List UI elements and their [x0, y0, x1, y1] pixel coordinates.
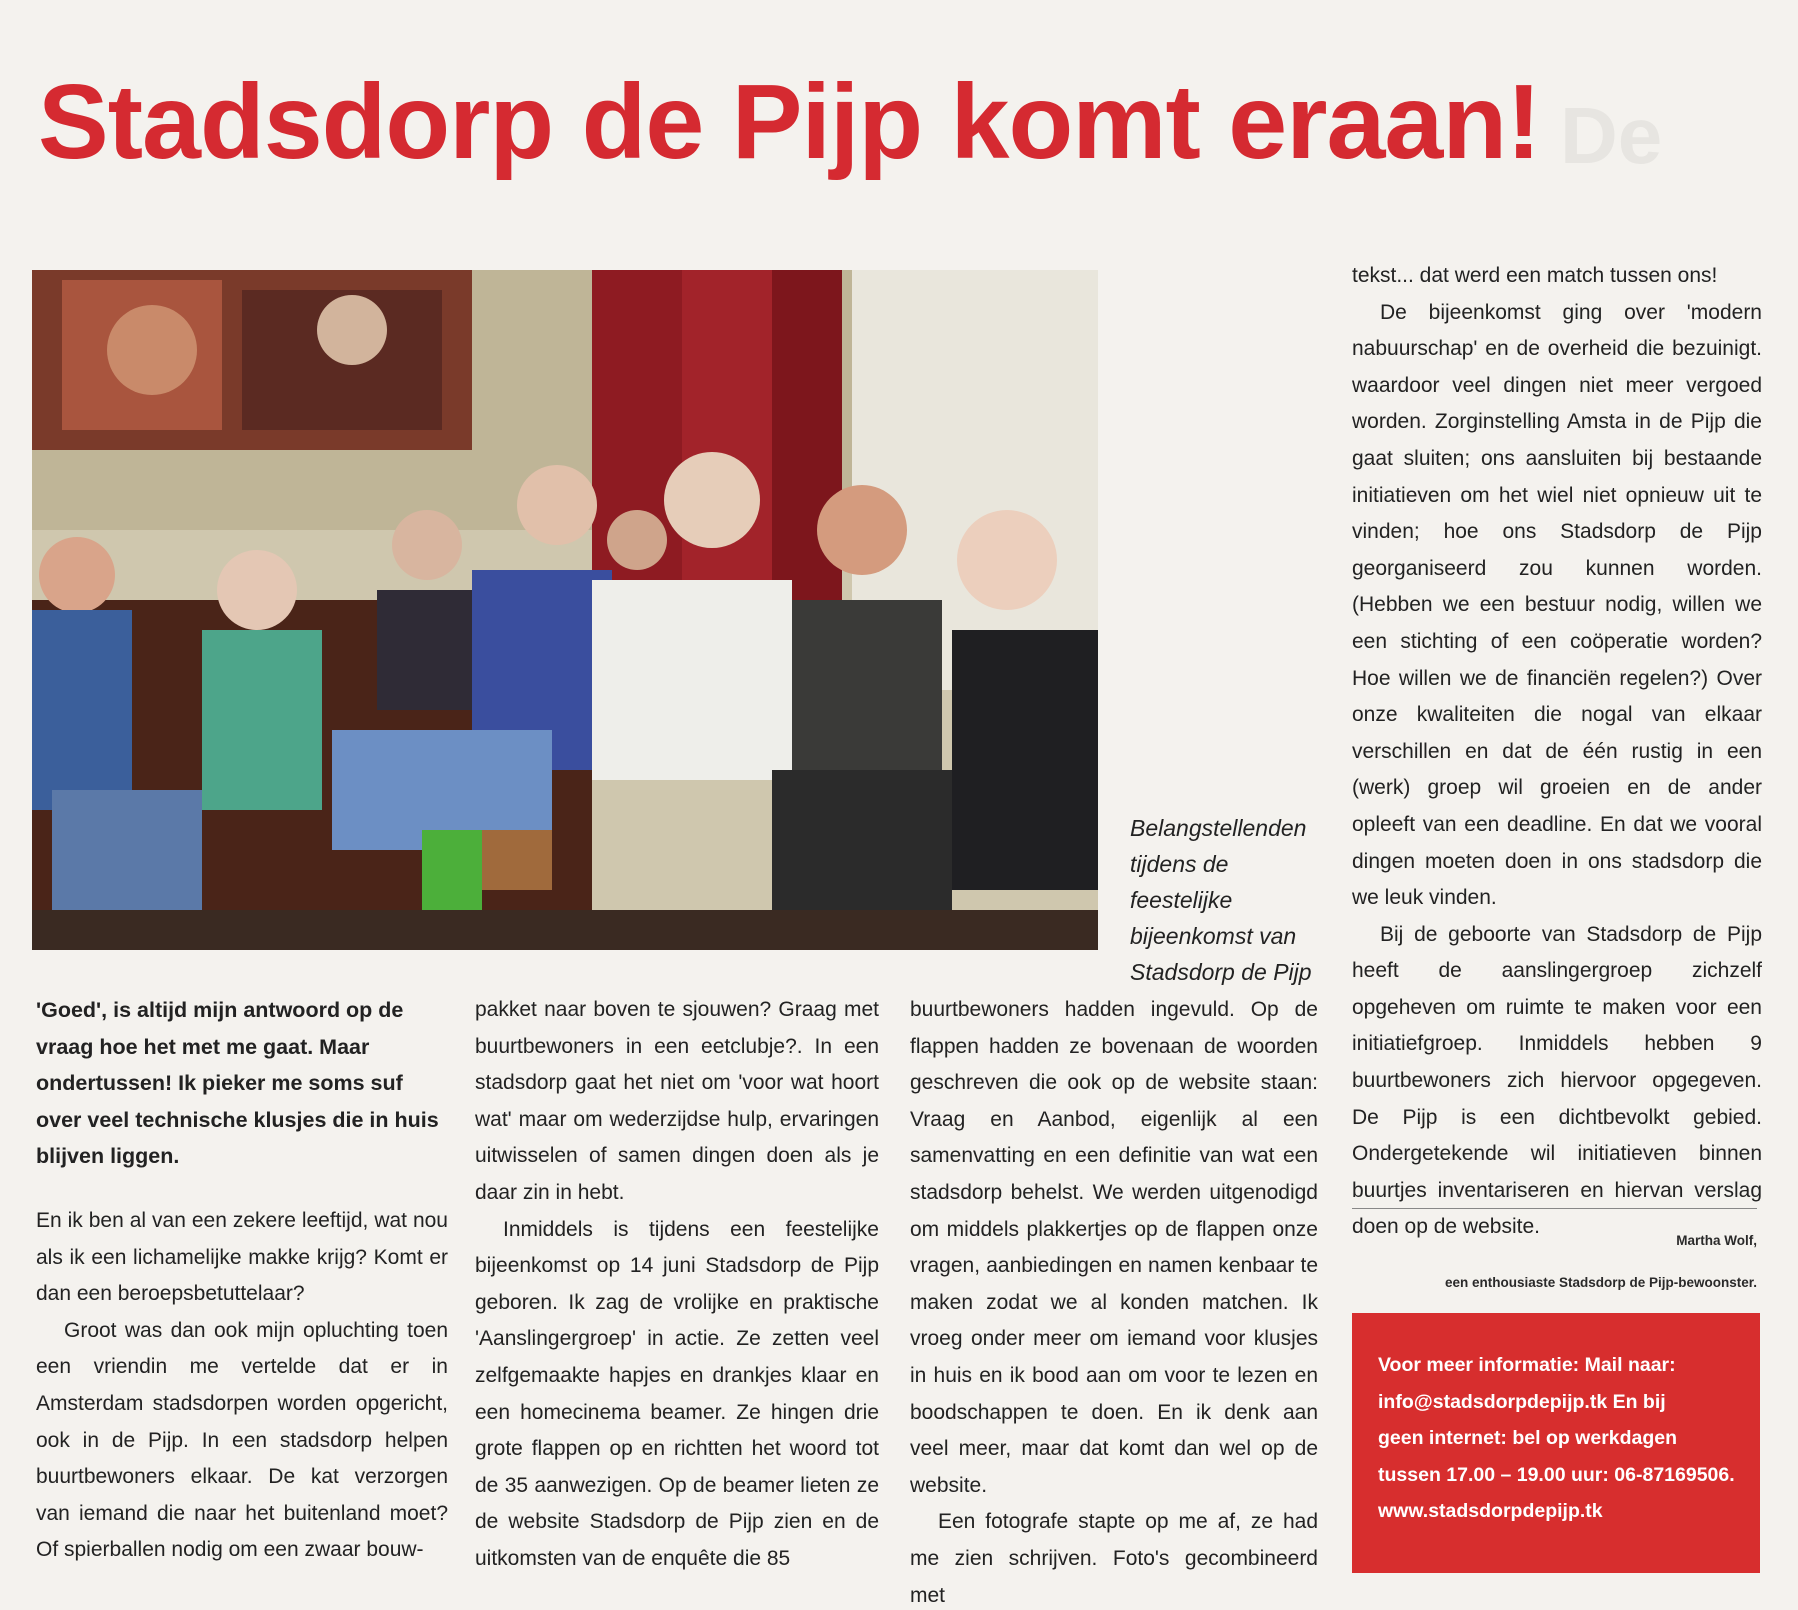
paragraph: buurtbewoners hadden ingevuld. Op de flappen hadden ze bovenaan de woorden geschreven die ook op de website staan: Vraag en Aanbod, eigenlijk al een samenvatting en een definitie van wat een stadsdorp behelst. We werden uitgenodigd om middels plakkertjes op de flappen onze vragen, aanbiedingen en namen kenbaar te maken zodat we al konden matchen. Ik vroeg onder meer om iemand voor klusjes in huis en ik bood aan om voor te lezen en boodschappen te doen. En ik denk aan veel meer, maar dat komt dan wel op de website.	[910, 998, 1318, 1497]
paragraph: tekst... dat werd een match tussen ons!	[1352, 264, 1718, 287]
paragraph: Groot was dan ook mijn opluchting toen een vriendin me vertelde dat er in Amsterdam stadsdorpen worden opgericht, ook in de Pijp. In een stadsdorp helpen buurtbewoners elkaar. De kat verzorgen van iemand die naar het buitenland moet? Of spierballen nodig om een zwaar bouw-	[36, 1318, 448, 1562]
author-role: een enthousiaste Stadsdorp de Pijp-bewoonster.	[1444, 1275, 1757, 1290]
paragraph: En ik ben al van een zekere leeftijd, wat nou als ik een lichamelijke makke krijg? Komt er dan een beroepsbetuttelaar?	[36, 1208, 448, 1306]
article-column-2	[475, 992, 879, 1578]
caption-line: bijeenkomst van	[1130, 923, 1297, 949]
article-lead: 'Goed', is altijd mijn antwoord op de vraag hoe het met me gaat. Maar ondertussen! Ik pieker me soms suf over veel technische klusjes die in huis blijven liggen.	[36, 998, 439, 1169]
info-website-link[interactable]: www.stadsdorpdepijp.tk	[1378, 1500, 1603, 1522]
article-column-4	[1352, 258, 1762, 1246]
paragraph: Bij de geboorte van Stadsdorp de Pijp heeft de aanslingergroep zichzelf opgeheven om ruimte te maken voor een initiatiefgroep. Inmiddels hebben 9 buurtbewoners zich hiervoor opgegeven. De Pijp is een dichtbevolkt gebied. Ondergetekende wil initiatieven binnen buurtjes inventariseren en hiervan verslag doen op de website.	[1352, 922, 1762, 1239]
paragraph: Inmiddels is tijdens een feestelijke bijeenkomst op 14 juni Stadsdorp de Pijp geboren. Ik zag de vrolijke en praktische 'Aanslingergroep' in actie. Ze zetten veel zelfgemaakte hapjes en drankjes klaar en een homecinema beamer. Ze hingen drie grote flappen op en richtten het woord tot de 35 aanwezigen. Op de beamer lieten ze de website Stadsdorp de Pijp zien en de uitkomsten van de enquête die 85	[475, 1217, 879, 1570]
paragraph: pakket naar boven te sjouwen? Graag met buurtbewoners in een eetclubje?. In een stadsdorp gaat het niet om 'voor wat hoort wat' maar om wederzijdse hulp, ervaringen uitwisselen of samen dingen doen als je daar zin in hebt.	[475, 998, 879, 1204]
photo-illustration	[32, 270, 1098, 950]
paragraph: De bijeenkomst ging over 'modern nabuurschap' en de overheid die bezuinigt. waardoor veel dingen niet meer vergoed worden. Zorginstelling Amsta in de Pijp die gaat sluiten; ons aansluiten bij bestaande initiatieven om het wiel niet opnieuw uit te vinden; hoe ons Stadsdorp de Pijp georganiseerd zou kunnen worden. (Hebben we een bestuur nodig, willen we een stichting of een coöperatie worden? Hoe willen we de financiën regelen?) Over onze kwaliteiten die nogal van elkaar verschillen en dat de één rustig in een (werk) groep wil groeien en de ander opleeft van een deadline. En dat we vooral dingen moeten doen in ons stadsdorp die we leuk vinden.	[1352, 300, 1762, 910]
article-column-1	[36, 992, 448, 1569]
caption-line: Stadsdorp de Pijp	[1130, 959, 1312, 985]
article-photo	[32, 270, 1098, 950]
article-column-3	[910, 992, 1318, 1610]
bleed-through-text: De	[1560, 91, 1663, 180]
article-headline: Stadsdorp de Pijp komt eraan!	[38, 63, 1541, 181]
info-box	[1352, 1313, 1760, 1573]
info-line: geen internet: bel op werkdagen	[1378, 1427, 1678, 1449]
info-line: Voor meer informatie: Mail naar:	[1378, 1354, 1676, 1376]
author-name: Martha Wolf,	[1676, 1233, 1757, 1248]
caption-line: Belangstellenden	[1130, 815, 1307, 841]
author-credit	[1352, 1220, 1757, 1304]
caption-line: tijdens de feestelijke	[1130, 851, 1233, 913]
divider	[1352, 1208, 1757, 1209]
info-email[interactable]: info@stadsdorpdepijp.tk En bij	[1378, 1390, 1666, 1413]
photo-caption	[1130, 810, 1330, 990]
paragraph: Een fotografe stapte op me af, ze had me zien schrijven. Foto's gecombineerd met	[910, 1510, 1318, 1607]
info-phone: tussen 17.00 – 19.00 uur: 06-87169506.	[1378, 1463, 1735, 1486]
